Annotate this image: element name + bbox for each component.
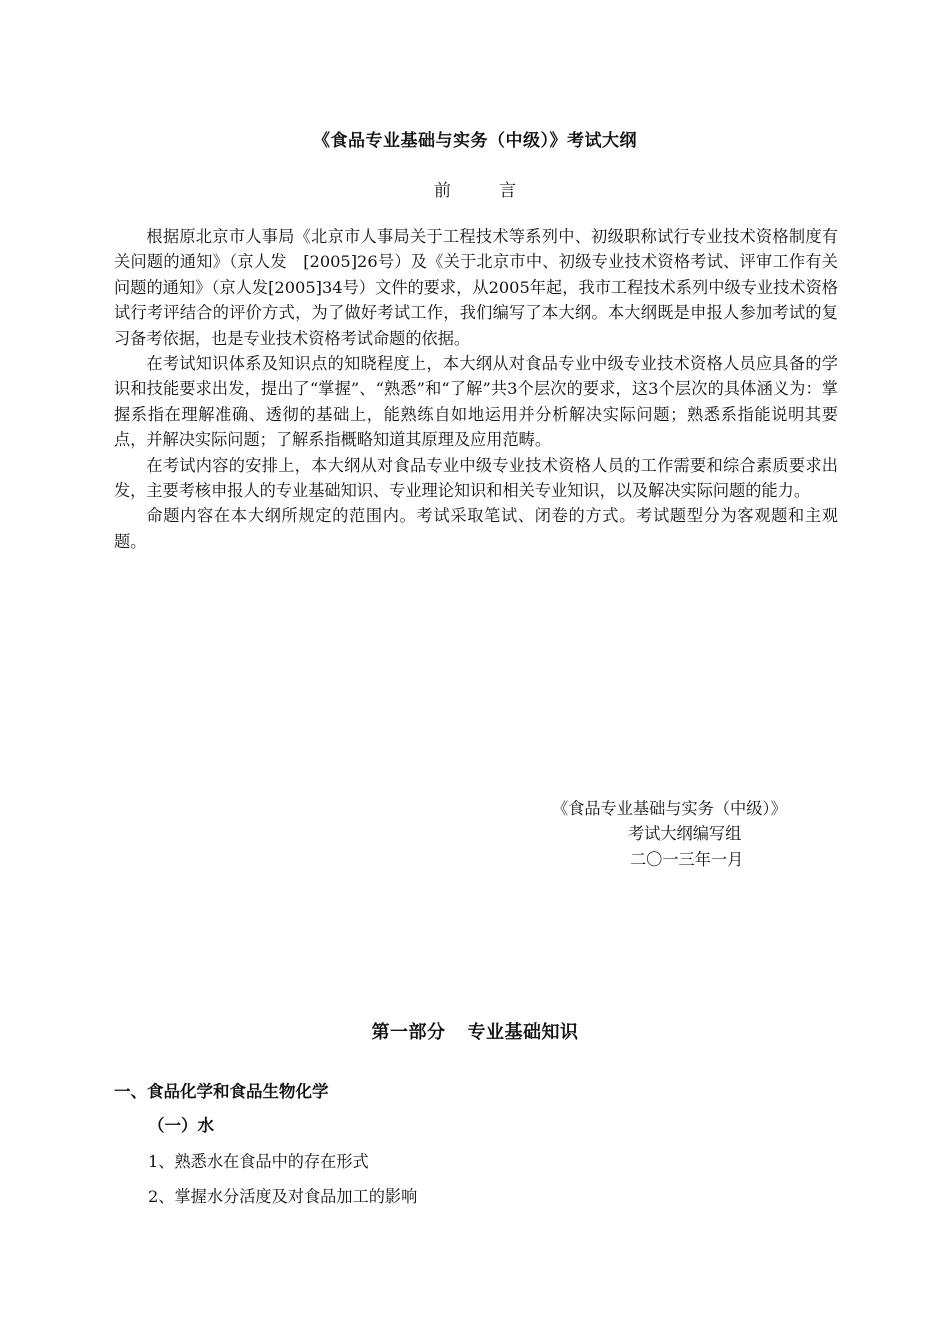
subsection-heading: （一）水	[148, 1116, 214, 1135]
preface-paragraph: 根据原北京市人事局《北京市人事局关于工程技术等系列中、初级职称试行专业技术资格制度有关问题的通知》（京人发 [2005]26号）及《关于北京市中、初级专业技术资格考试、评审工作有关问题的通知》（京人发[2005]34号）文件的要求，从2005年起，我市工程技术系列中级专业技术资格试行考评结合的评价方式，为了做好考试工作，我们编写了本大纲。本大纲既是申报人参加考试的复习备考依据，也是专业技术资格考试命题的依据。	[114, 227, 838, 348]
preface-body	[114, 224, 838, 554]
signature-group: 考试大纲编写组	[628, 824, 742, 844]
part-title: 专业基础知识	[467, 1022, 579, 1043]
outline-item: 1、熟悉水在食品中的存在形式	[148, 1152, 369, 1171]
preface-heading-right: 言	[499, 181, 516, 201]
preface-paragraph: 命题内容在本大纲所规定的范围内。考试采取笔试、闭卷的方式。考试题型分为客观题和主观题。	[114, 506, 838, 551]
outline-item: 2、掌握水分活度及对食品加工的影响	[148, 1187, 418, 1206]
document-title: 《食品专业基础与实务（中级）》考试大纲	[313, 131, 637, 151]
part-number: 第一部分	[371, 1022, 446, 1043]
preface-heading-left: 前	[434, 181, 451, 201]
signature-block	[500, 796, 880, 872]
preface-paragraph: 在考试内容的安排上，本大纲从对食品专业中级专业技术资格人员的工作需要和综合素质要求出发，主要考核申报人的专业基础知识、专业理论知识和相关专业知识，以及解决实际问题的能力。	[114, 455, 838, 501]
preface-heading	[0, 176, 950, 201]
part-heading	[0, 1018, 950, 1044]
signature-book-title: 《食品专业基础与实务（中级）》	[552, 799, 787, 818]
section-heading: 一、食品化学和食品生物化学	[114, 1082, 329, 1101]
signature-date: 二〇一三年一月	[630, 849, 744, 869]
preface-paragraph: 在考试知识体系及知识点的知晓程度上，本大纲从对食品专业中级专业技术资格人员应具备的学识和技能要求出发，提出了“掌握”、“熟悉”和“了解”共3个层次的要求，这3个层次的具体涵义为：掌握系指在理解准确、透彻的基础上，能熟练自如地运用并分析解决实际问题；熟悉系指能说明其要点，并解决实际问题；了解系指概略知道其原理及应用范畴。	[114, 354, 838, 450]
